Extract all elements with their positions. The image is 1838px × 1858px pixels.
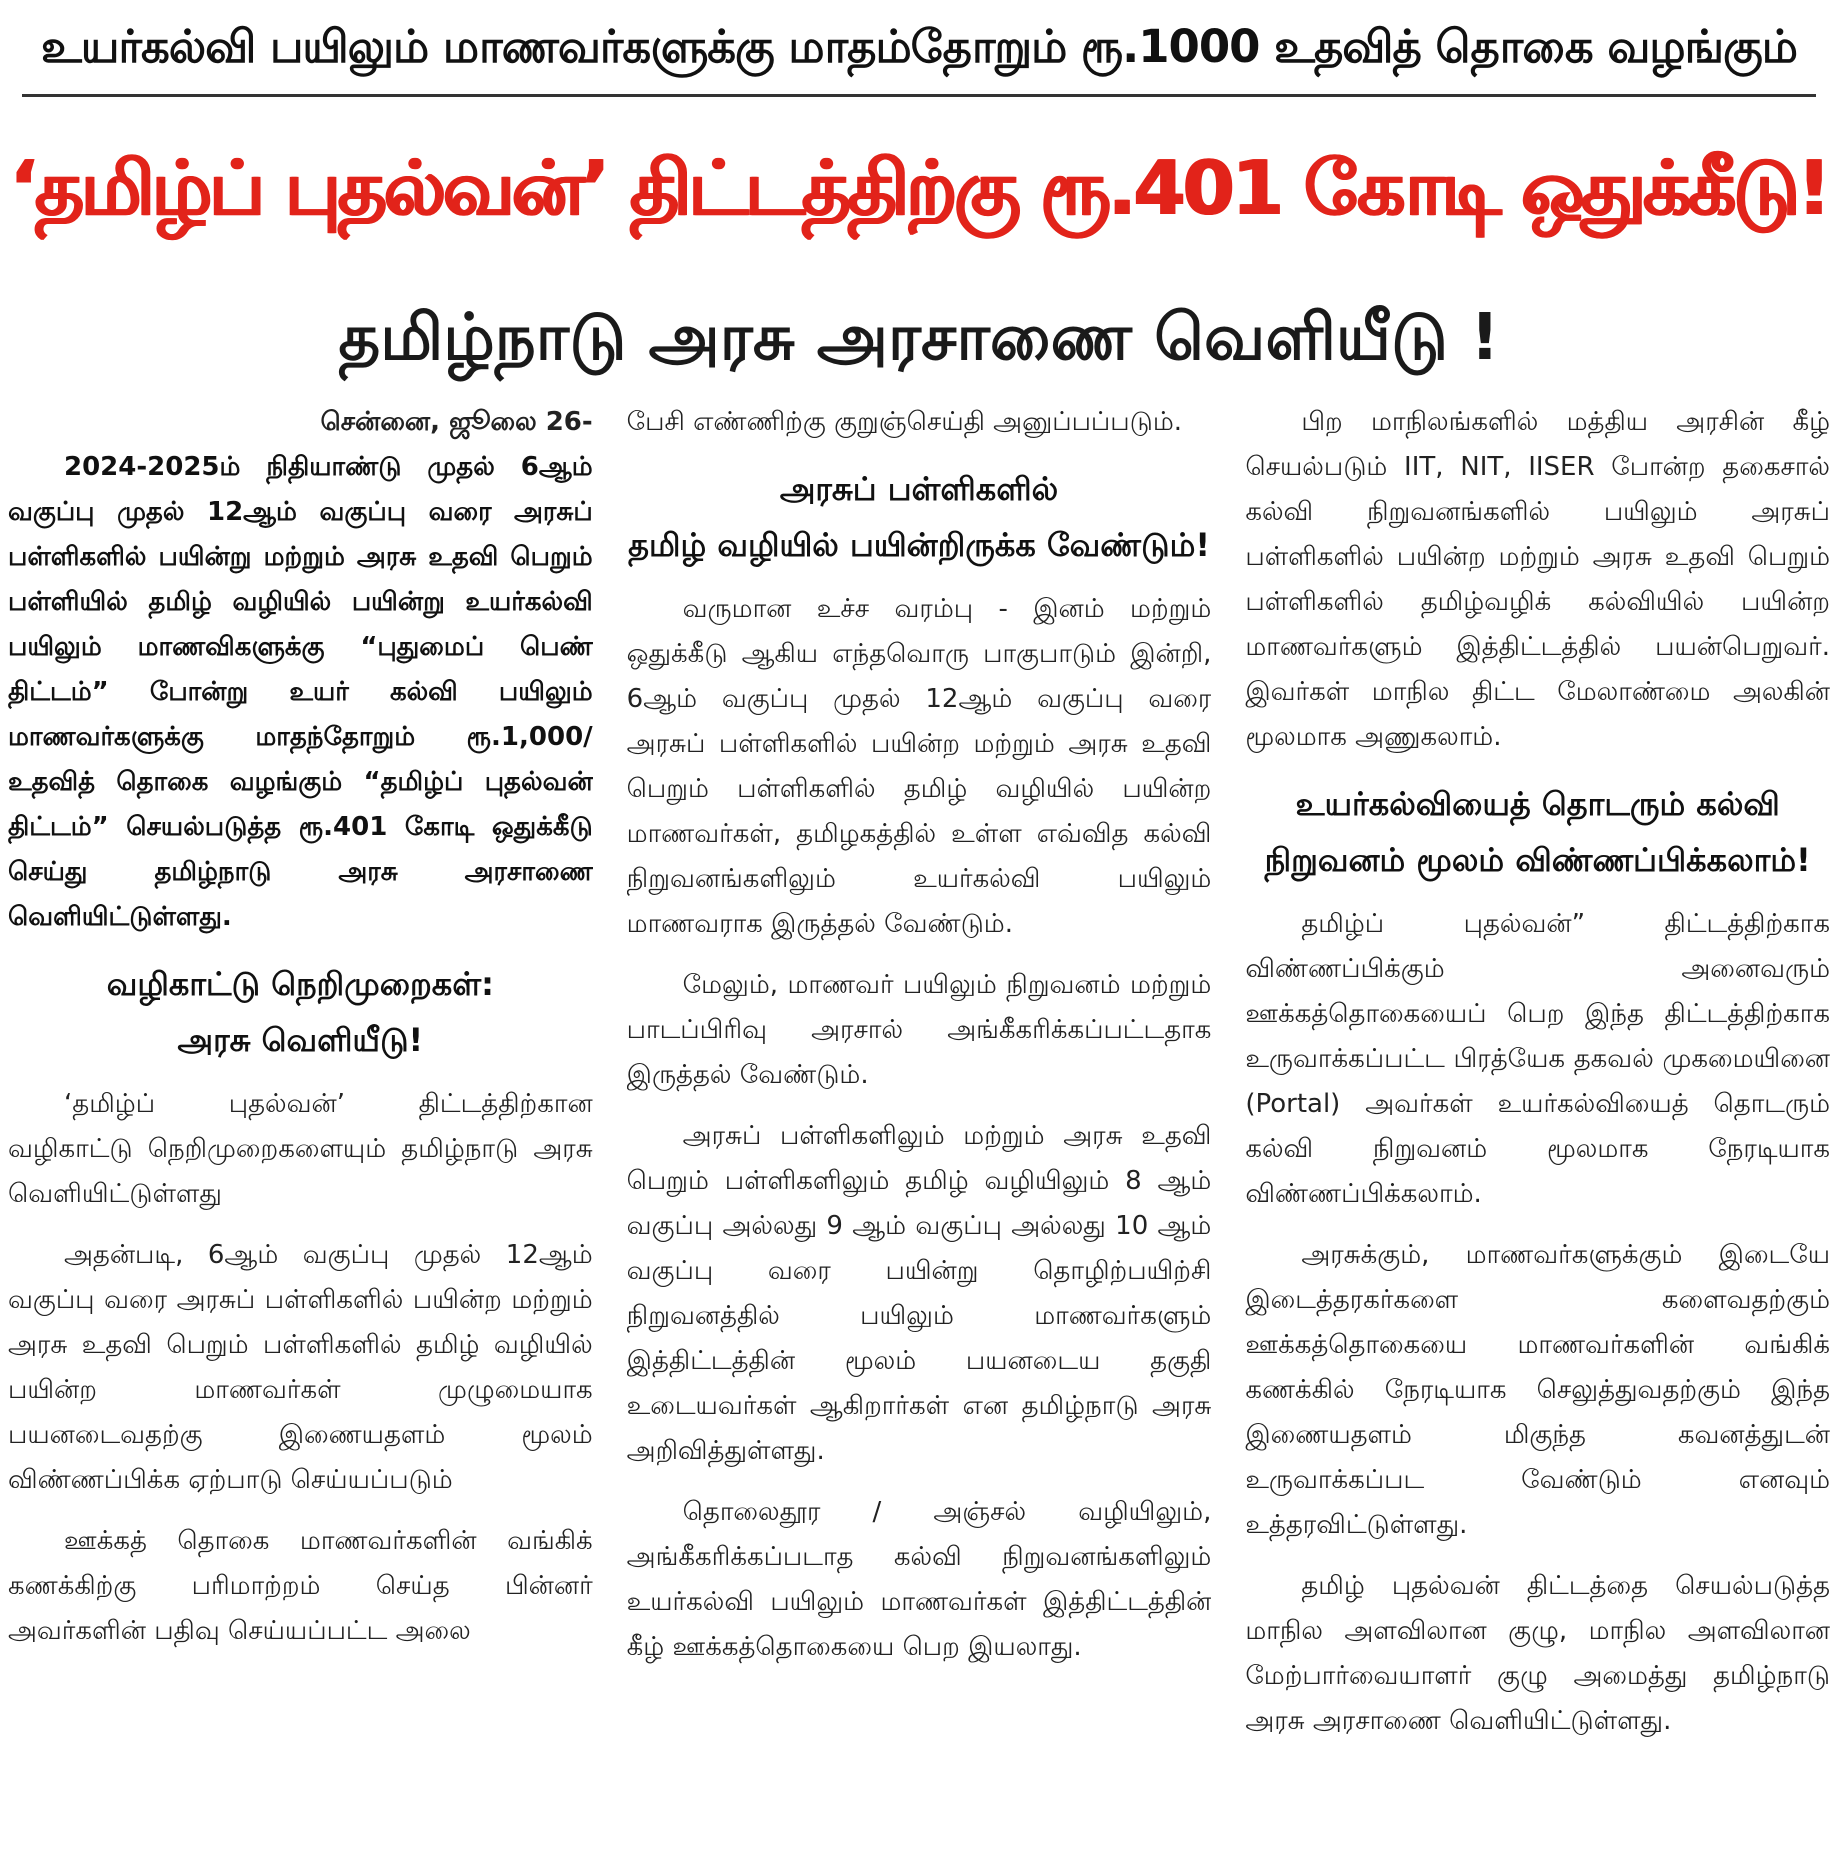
paragraph: தொலைதூர / அஞ்சல் வழியிலும், அங்கீகரிக்கப்படாத கல்வி நிறுவனங்களிலும் உயர்கல்வி பயிலும் மாணவர்கள் இத்திட்டத்தின் கீழ் ஊக்கத்தொகையை பெற இயலாது. xyxy=(626,1497,1212,1662)
column-2 xyxy=(627,400,1212,1858)
column-3 xyxy=(1245,400,1830,1858)
section-heading xyxy=(1245,776,1830,888)
paragraph: ஊக்கத் தொகை மாணவர்களின் வங்கிக் கணக்கிற்கு பரிமாற்றம் செய்த பின்னர் அவர்களின் பதிவு செய்யப்பட்ட அலை xyxy=(8,1526,593,1646)
section-heading-line-1: அரசுப் பள்ளிகளில் xyxy=(779,470,1059,508)
paragraph: பிற மாநிலங்களில் மத்திய அரசின் கீழ் செயல்படும் IIT, NIT, IISER போன்ற தகைசால் கல்வி நிறுவனங்களில் பயிலும் அரசுப் பள்ளிகளில் பயின்ற மற்றும் அரசு உதவி பெறும் பள்ளிகளில் தமிழ்வழிக் கல்வியில் பயின்ற மாணவர்களும் இத்திட்டத்தில் பயன்பெறுவர். இவர்கள் மாநில திட்ட மேலாண்மை அலகின் மூலமாக அணுகலாம். xyxy=(1245,407,1831,752)
sub-headline: தமிழ்நாடு அரசு அரசாணை வெளியீடு ! xyxy=(338,301,1500,375)
section-heading-line-1: வழிகாட்டு நெறிமுறைகள்: xyxy=(106,965,494,1003)
dateline: சென்னை, ஜூலை 26- xyxy=(320,407,593,437)
section-heading-line-2: அரசு வெளியீடு! xyxy=(177,1021,424,1059)
paragraph: தமிழ் புதல்வன் திட்டத்தை செயல்படுத்த மாநில அளவிலான குழு, மாநில அளவிலான மேற்பார்வையாளர் குழு அமைத்து தமிழ்நாடு அரசு அரசாணை வெளியிட்டுள்ளது. xyxy=(1245,1571,1831,1736)
kicker-line: உயர்கல்வி பயிலும் மாணவர்களுக்கு மாதம்தோறும் ரூ.1000 உதவித் தொகை வழங்கும் xyxy=(41,19,1797,73)
section-heading xyxy=(627,461,1212,573)
paragraph: தமிழ்ப் புதல்வன்” திட்டத்திற்காக விண்ணப்பிக்கும் அனைவரும் ஊக்கத்தொகையைப் பெற இந்த திட்டத்திற்காக உருவாக்கப்பட்ட பிரத்யேக தகவல் முகமையினை (Portal) அவர்கள் உயர்கல்வியைத் தொடரும் கல்வி நிறுவனம் மூலமாக நேரடியாக விண்ணப்பிக்கலாம். xyxy=(1245,909,1831,1209)
article-columns xyxy=(8,400,1830,1858)
main-headline: ‘தமிழ்ப் புதல்வன்’ திட்டத்திற்கு ரூ.401 கோடி ஒதுக்கீடு! xyxy=(10,144,1828,232)
paragraph: மேலும், மாணவர் பயிலும் நிறுவனம் மற்றும் பாடப்பிரிவு அரசால் அங்கீகரிக்கப்பட்டதாக இருத்தல் வேண்டும். xyxy=(626,970,1212,1090)
section-heading xyxy=(8,956,593,1068)
paragraph: அரசுக்கும், மாணவர்களுக்கும் இடையே இடைத்தரகர்களை களைவதற்கும் ஊக்கத்தொகையை மாணவர்களின் வங்கிக் கணக்கில் நேரடியாக செலுத்துவதற்கும் இந்த இணையதளம் மிகுந்த கவனத்துடன் உருவாக்கப்பட வேண்டும் எனவும் உத்தரவிட்டுள்ளது. xyxy=(1245,1240,1831,1540)
paragraph: ‘தமிழ்ப் புதல்வன்’ திட்டத்திற்கான வழிகாட்டு நெறிமுறைகளையும் தமிழ்நாடு அரசு வெளியிட்டுள்ளது xyxy=(8,1089,593,1209)
lead-paragraph: 2024-2025ம் நிதியாண்டு முதல் 6ஆம் வகுப்பு முதல் 12ஆம் வகுப்பு வரை அரசுப் பள்ளிகளில் பயின்று மற்றும் அரசு உதவி பெறும் பள்ளியில் தமிழ் வழியில் பயின்று உயர்கல்வி பயிலும் மாணவிகளுக்கு “புதுமைப் பெண் திட்டம்” போன்று உயர் கல்வி பயிலும் மாணவர்களுக்கு மாதந்தோறும் ரூ.1,000/ உதவித் தொகை வழங்கும் “தமிழ்ப் புதல்வன் திட்டம்” செயல்படுத்த ரூ.401 கோடி ஒதுக்கீடு செய்து தமிழ்நாடு அரசு அரசாணை வெளியிட்டுள்ளது. xyxy=(8,452,593,932)
section-heading-line-1: உயர்கல்வியைத் தொடரும் கல்வி xyxy=(1295,785,1780,823)
paragraph-continued: பேசி எண்ணிற்கு குறுஞ்செய்தி அனுப்பப்படும். xyxy=(626,407,1183,437)
column-1 xyxy=(8,400,593,1858)
paragraph: வருமான உச்ச வரம்பு - இனம் மற்றும் ஒதுக்கீடு ஆகிய எந்தவொரு பாகுபாடும் இன்றி, 6ஆம் வகுப்பு முதல் 12ஆம் வகுப்பு வரை அரசுப் பள்ளிகளில் பயின்ற மற்றும் அரசு உதவி பெறும் பள்ளிகளில் தமிழ் வழியில் பயின்ற மாணவர்கள், தமிழகத்தில் உள்ள எவ்வித கல்வி நிறுவனங்களிலும் உயர்கல்வி பயிலும் மாணவராக இருத்தல் வேண்டும். xyxy=(626,594,1212,939)
paragraph: அதன்படி, 6ஆம் வகுப்பு முதல் 12ஆம் வகுப்பு வரை அரசுப் பள்ளிகளில் பயின்ற மற்றும் அரசு உதவி பெறும் பள்ளிகளில் தமிழ் வழியில் பயின்ற மாணவர்கள் முழுமையாக பயனடைவதற்கு இணையதளம் மூலம் விண்ணப்பிக்க ஏற்பாடு செய்யப்படும் xyxy=(8,1240,593,1495)
kicker-divider xyxy=(22,94,1816,97)
section-heading-line-2: நிறுவனம் மூலம் விண்ணப்பிக்கலாம்! xyxy=(1264,841,1811,879)
paragraph: அரசுப் பள்ளிகளிலும் மற்றும் அரசு உதவி பெறும் பள்ளிகளிலும் தமிழ் வழியிலும் 8 ஆம் வகுப்பு அல்லது 9 ஆம் வகுப்பு அல்லது 10 ஆம் வகுப்பு வரை பயின்று தொழிற்பயிற்சி நிறுவனத்தில் பயிலும் மாணவர்களும் இத்திட்டத்தின் மூலம் பயனடைய தகுதி உடையவர்கள் ஆகிறார்கள் என தமிழ்நாடு அரசு அறிவித்துள்ளது. xyxy=(626,1121,1212,1466)
section-heading-line-2: தமிழ் வழியில் பயின்றிருக்க வேண்டும்! xyxy=(628,526,1210,564)
